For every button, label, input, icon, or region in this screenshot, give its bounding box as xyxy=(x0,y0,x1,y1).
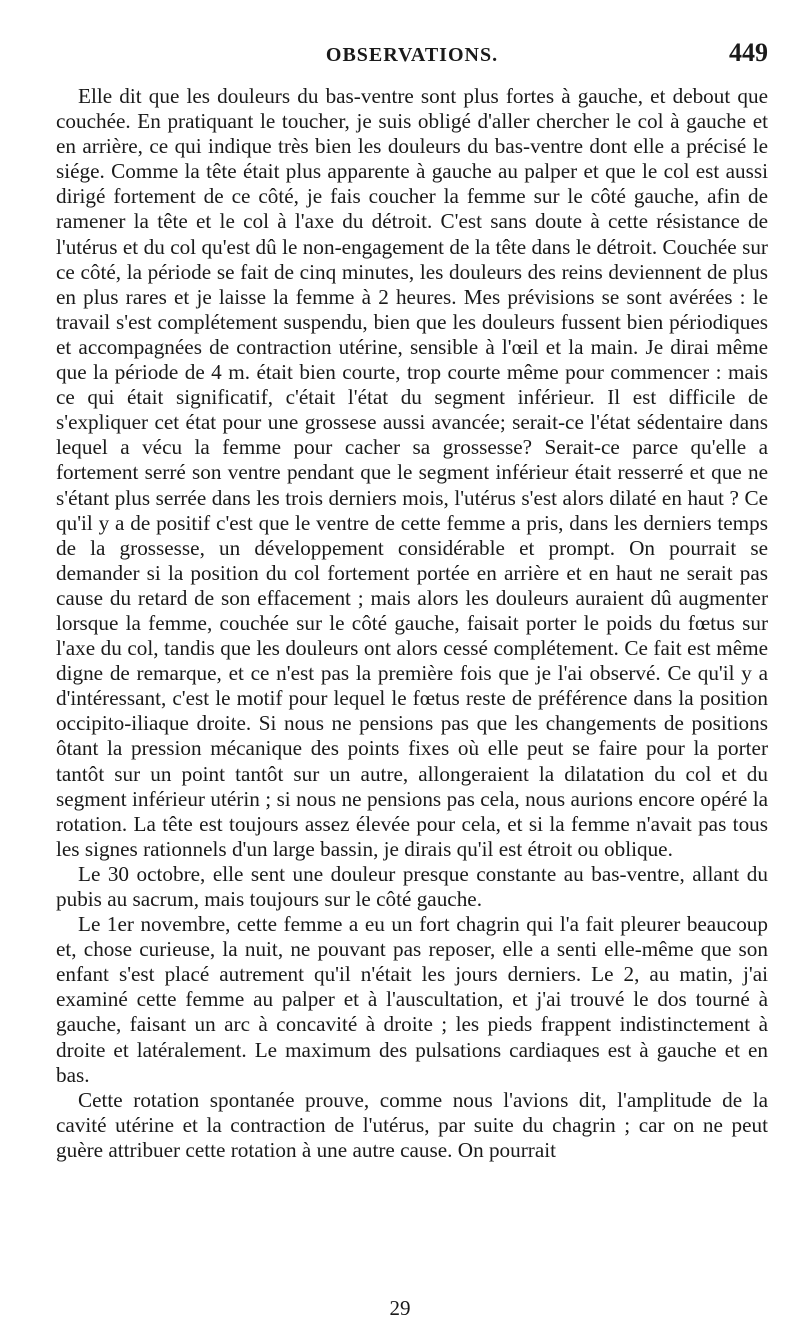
paragraph-4: Cette rotation spontanée prouve, comme nous l'avions dit, l'amplitude de la cavité utérine et la contraction de l'utérus, par suite du chagrin ; car on ne peut guère attribuer cette rotation à une autre cause. On pourrait xyxy=(56,1087,768,1162)
book-page xyxy=(56,38,768,1163)
signature-mark: 29 xyxy=(389,1296,411,1320)
paragraph-2: Le 30 octobre, elle sent une douleur presque constante au bas-ventre, allant du pubis au sacrum, mais toujours sur le côté gauche. xyxy=(56,861,768,911)
page-number: 449 xyxy=(729,38,768,67)
body-text xyxy=(56,84,768,1163)
paragraph-3: Le 1er novembre, cette femme a eu un fort chagrin qui l'a fait pleurer beaucoup et, chose curieuse, la nuit, ne pouvant pas reposer, elle a senti elle-même que son enfant s'est placé autrement qu'il n'était les jours derniers. Le 2, au matin, j'ai examiné cette femme au palper et à l'auscultation, et j'ai trouvé le dos tourné à gauche, faisant un arc à concavité à droite ; les pieds frappent indistinctement à droite et latéralement. Le maximum des pulsations cardiaques est à gauche et en bas. xyxy=(56,912,768,1087)
running-title: OBSERVATIONS. xyxy=(325,44,499,66)
paragraph-1: Elle dit que les douleurs du bas-ventre sont plus fortes à gauche, et debout que couchée. En pratiquant le toucher, je suis obligé d'aller chercher le col à gauche et en arrière, ce qui indique très bien les douleurs du bas-ventre dont elle a précisé le siége. Comme la tête était plus apparente à gauche au palper et que le col est aussi dirigé fortement de ce côté, je fais coucher la femme sur le côté gauche, afin de ramener la tête et le col à l'axe du détroit. C'est sans doute à cette résistance de l'utérus et du col qu'est dû le non-engagement de la tête dans le détroit. Couchée sur ce côté, la période se fait de cinq minutes, les douleurs des reins deviennent de plus en plus rares et je laisse la femme à 2 heures. Mes prévisions se sont avérées : le travail s'est complétement suspendu, bien que les douleurs fussent bien périodiques et accompagnées de contraction utérine, sensible à l'œil et la main. Je dirai même que la période de 4 m. était bien courte, trop courte même pour commencer : mais ce qui était significatif, c'était l'état du segment inférieur. Il est difficile de s'expliquer cet état pour une grossese aussi avancée; serait-ce l'état sédentaire dans lequel a vécu la femme pour cacher sa grossesse? Serait-ce parce qu'elle a fortement serré son ventre pendant que le segment inférieur était resserré et que ne s'étant plus serrée dans les trois derniers mois, l'utérus s'est alors dilaté en haut ? Ce qu'il y a de positif c'est que le ventre de cette femme a pris, dans les derniers temps de la grossesse, un développement considérable et prompt. On pourrait se demander si la position du col fortement portée en arrière et en haut ne serait pas cause du retard de son effacement ; mais alors les douleurs auraient dû augmenter lorsque la femme, couchée sur le côté gauche, faisait porter le poids du fœtus sur l'axe du col, tandis que les douleurs ont alors cessé complétement. Ce fait est même digne de remarque, et ce n'est pas la première fois que je l'ai observé. Ce qu'il y a d'intéressant, c'est le motif pour lequel le fœtus reste de préférence dans la position occipito-iliaque droite. Si nous ne pensions pas que les changements de positions ôtant la pression mécanique des points fixes où elle peut se faire pour la porter tantôt sur un point tantôt sur un autre, allongeraient la dilatation du col et du segment inférieur utérin ; si nous ne pensions pas cela, nous aurions encore opéré la rotation. La tête est toujours assez élevée pour cela, et si la femme n'avait pas tous les signes rationnels d'un large bassin, je dirais qu'il est étroit ou oblique. xyxy=(56,84,768,861)
page-header xyxy=(56,38,768,84)
